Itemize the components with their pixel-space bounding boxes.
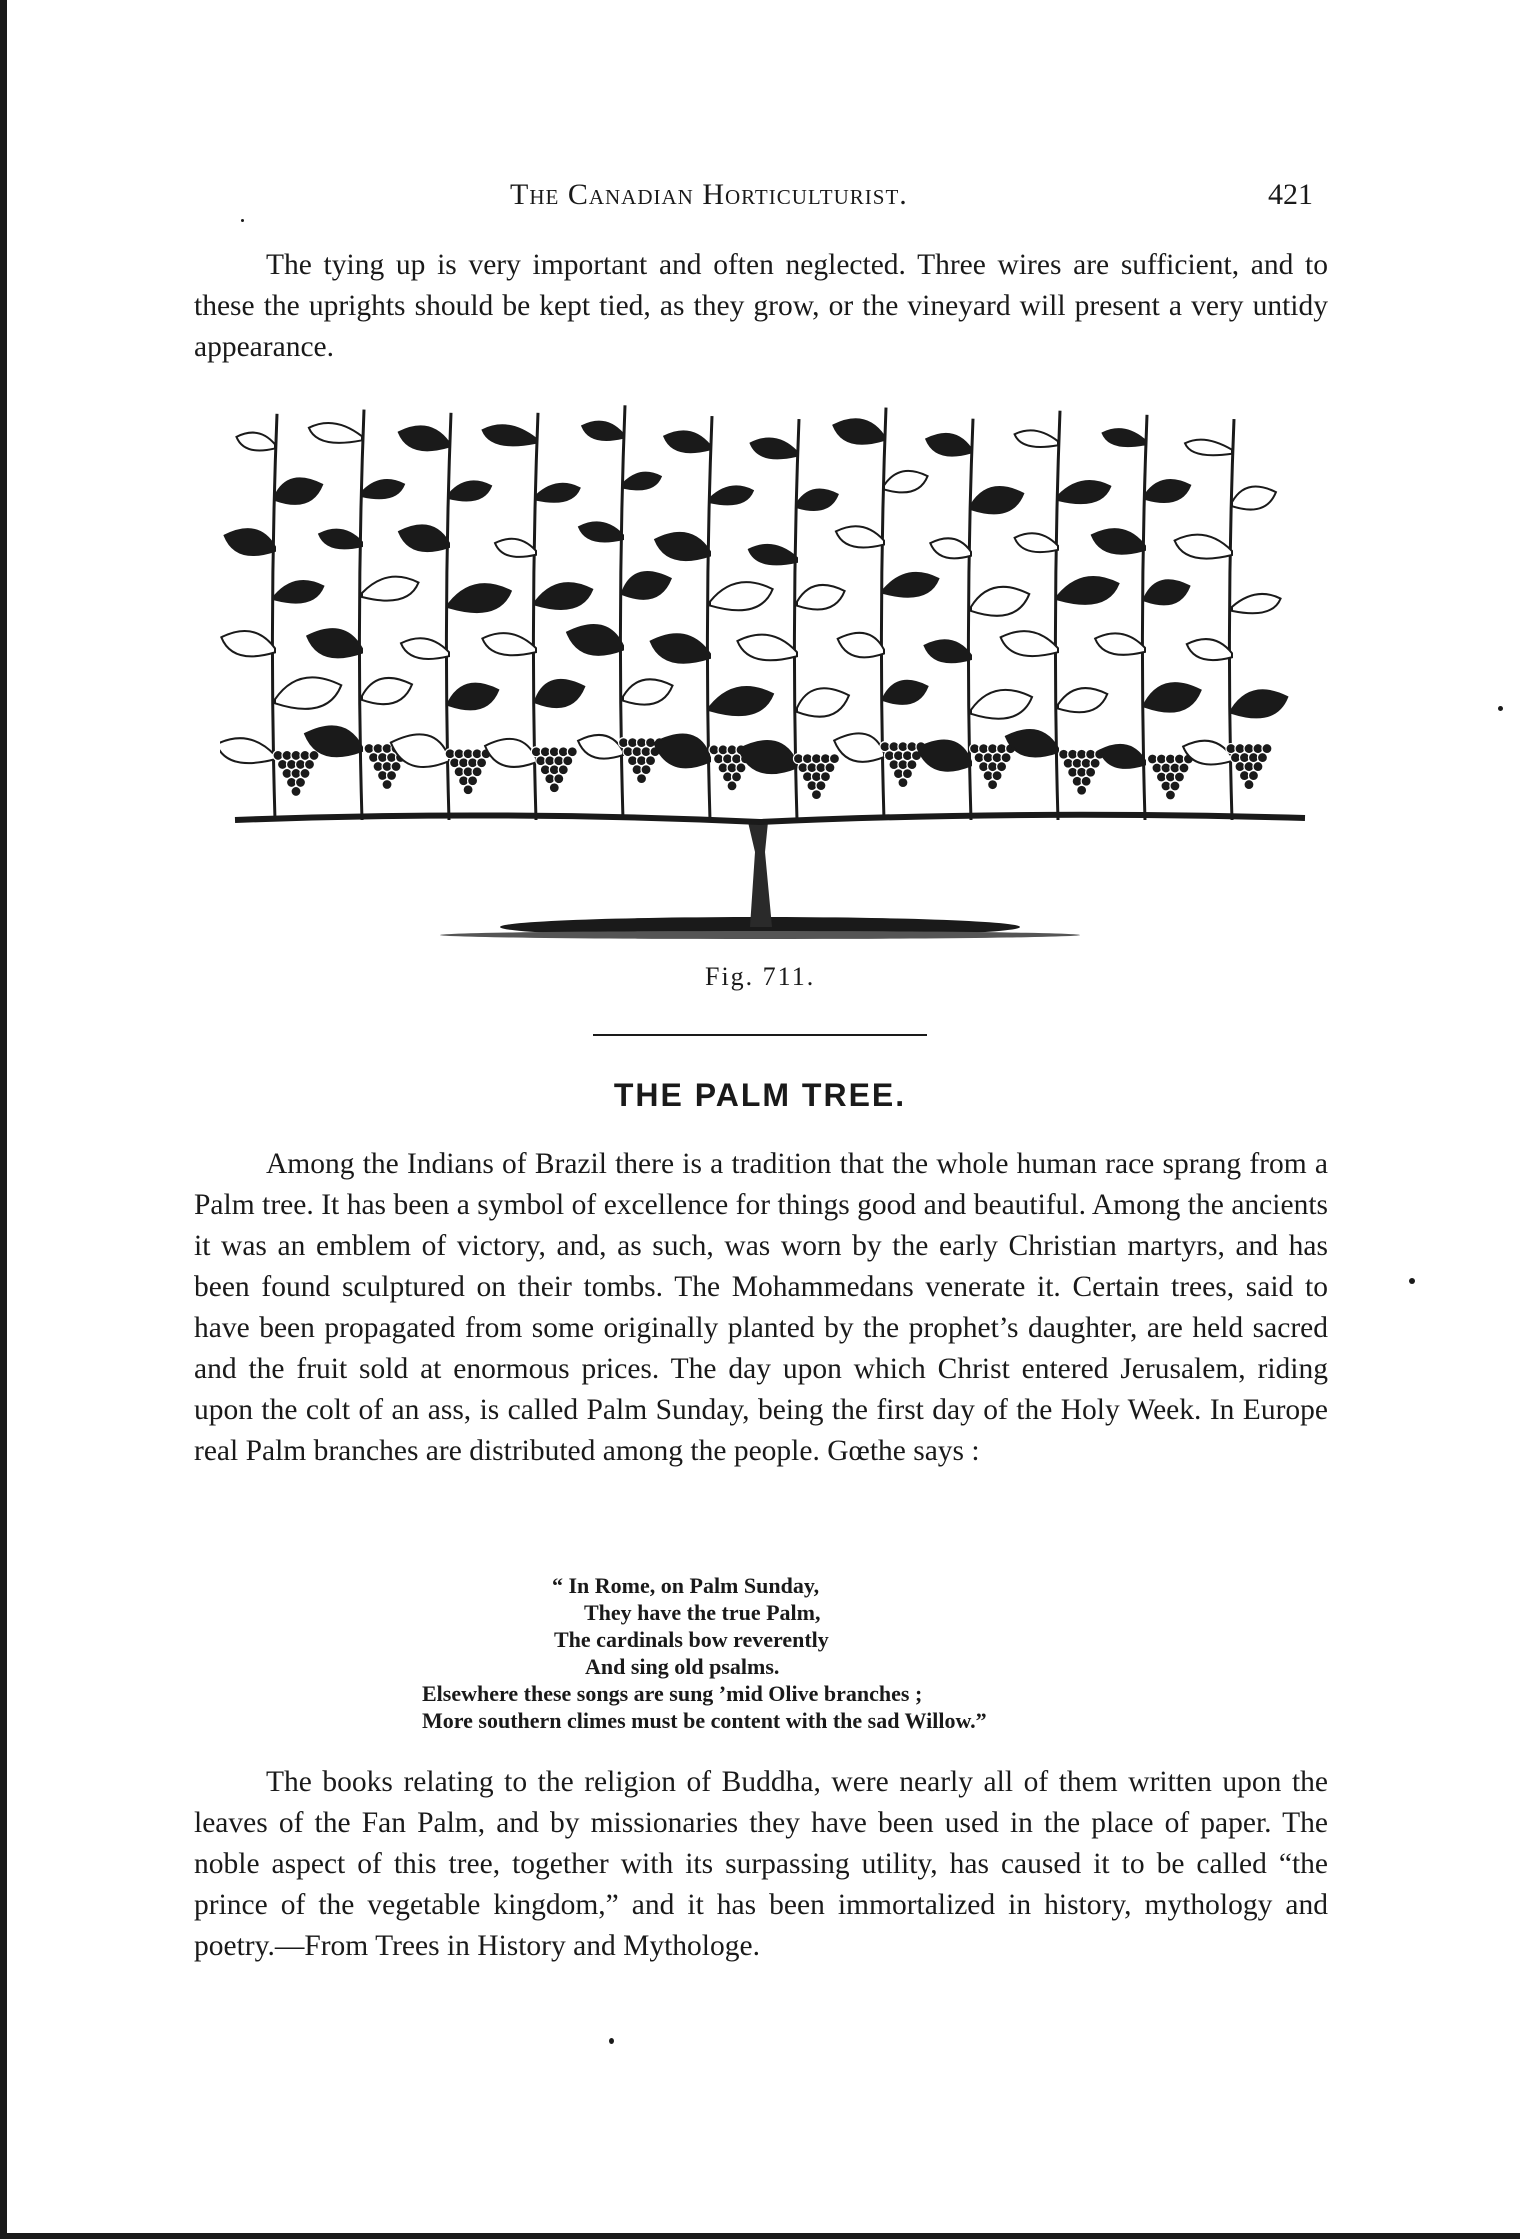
ink-speck xyxy=(1409,1278,1415,1284)
vine-leaf xyxy=(1058,481,1110,503)
vine-leaf xyxy=(838,633,884,658)
vine-leaf xyxy=(1092,529,1145,554)
ground-shadow-fade xyxy=(440,931,1080,939)
vine-leaf xyxy=(495,539,536,557)
grape xyxy=(988,780,998,790)
vine-leaf xyxy=(307,629,362,657)
vine-leaf xyxy=(536,583,592,609)
vine-leaf xyxy=(578,735,623,759)
vine-cane xyxy=(359,410,364,820)
vine-leaf xyxy=(623,473,661,490)
intro-paragraph xyxy=(194,245,1328,368)
vine-cane xyxy=(1055,411,1060,820)
page-number: 421 xyxy=(1268,178,1313,211)
grape xyxy=(637,774,647,784)
vine-leaf xyxy=(971,587,1029,616)
grape xyxy=(811,790,821,800)
ink-speck xyxy=(1498,706,1503,711)
intro-paragraph-text: The tying up is very important and often neglected. Three wires are sufficient, and to these the uprights should be kept tied, as they grow, or the vineyard will present a very untidy appearance. xyxy=(194,249,1328,363)
vine-leaf xyxy=(971,487,1023,513)
vine-leaf xyxy=(1187,639,1232,660)
vine-leaf xyxy=(834,733,884,761)
vine-leaf xyxy=(925,640,971,662)
vine-leaf xyxy=(623,679,673,704)
vine-leaf xyxy=(275,478,322,504)
vine-leaf xyxy=(751,439,797,459)
section-divider xyxy=(593,1034,927,1036)
section-title: THE PALM TREE. xyxy=(613,1077,907,1113)
vine-leaf xyxy=(1058,577,1118,604)
vine-leaf xyxy=(739,741,797,773)
vine-leaf xyxy=(710,582,773,610)
grape xyxy=(382,779,392,789)
vine-leaf xyxy=(1175,535,1232,559)
grape xyxy=(549,783,559,793)
ink-speck xyxy=(609,2038,614,2044)
vine-leaf xyxy=(482,633,536,655)
poem-line: “ In Rome, on Palm Sunday, xyxy=(552,1573,820,1598)
vine-leaf xyxy=(567,625,623,655)
vine-leaf xyxy=(884,681,927,704)
vine-leaf xyxy=(623,572,671,599)
ink-speck xyxy=(241,219,244,222)
grape xyxy=(898,778,908,788)
vine-leaf xyxy=(225,529,275,555)
running-title: The Canadian Horticulturist. xyxy=(510,178,908,211)
vine-leaf xyxy=(579,522,623,541)
vine-leaf xyxy=(930,538,971,558)
vine-leaf xyxy=(1058,688,1107,712)
vine-leaf xyxy=(1145,580,1189,604)
grape xyxy=(463,785,473,795)
page-bottom-edge xyxy=(0,2233,1520,2239)
poem-line: More southern climes must be content with the sad Willow.” xyxy=(422,1708,987,1733)
vine-leaf xyxy=(737,635,797,661)
poem-line: And sing old psalms. xyxy=(585,1654,780,1679)
vine-leaf xyxy=(1095,633,1145,654)
vine-leaf xyxy=(1232,487,1276,510)
vine-leaf xyxy=(836,526,884,547)
vine-leaf xyxy=(1185,440,1232,456)
vine-leaf xyxy=(1145,480,1190,502)
vine-leaf xyxy=(1145,683,1201,712)
vine-leaf xyxy=(971,690,1032,719)
vine-leaf xyxy=(1100,745,1145,768)
vine-leaf xyxy=(319,530,362,549)
grape xyxy=(1077,785,1087,795)
vine-leaf xyxy=(655,533,710,560)
vine-leaf xyxy=(918,741,971,771)
vine-leaf xyxy=(664,431,710,452)
vine-leaf xyxy=(654,734,710,767)
figure-caption: Fig. 711. xyxy=(705,962,816,991)
palm-paragraph-2 xyxy=(194,1762,1328,1967)
vine-leaf xyxy=(797,688,849,716)
vine-leaf xyxy=(362,480,404,498)
vine-leaf xyxy=(1001,631,1058,656)
vine-leaf xyxy=(449,684,498,710)
vine-leaf xyxy=(449,584,511,612)
poem-line: The cardinals bow reverently xyxy=(554,1627,829,1652)
vine-leaf xyxy=(236,433,275,451)
vine-leaf xyxy=(710,486,753,504)
vine-leaf xyxy=(483,425,536,445)
vine-leaf xyxy=(399,525,449,551)
palm-paragraph-1 xyxy=(194,1144,1328,1472)
vine-leaf xyxy=(1232,690,1287,717)
vine-leaf xyxy=(1232,594,1281,613)
grape xyxy=(727,781,737,791)
palm-paragraph-1-text: Among the Indians of Brazil there is a tradition that the whole human race sprang from a Palm tree. It has been a symbol of excellence for things good and beautiful. Among the ancients it was an emblem of victory, and, as such, was worn by the early Christian martyrs, and has been found sculptured on their tombs. The Mohammedans venerate it. Certain trees, said to have been propagated from some originally planted by the prophet’s daughter, are held sacred and the fruit sold at enormous prices. The day upon which Christ entered Jerusalem, riding upon the colt of an ass, is called Palm Sunday, being the first day of the Holy Week. In Europe real Palm branches are distributed among the people. Gœthe says : xyxy=(194,1148,1328,1467)
page-binding-edge xyxy=(0,0,7,2239)
vine-leaf xyxy=(926,434,971,456)
vine-leaf xyxy=(749,545,797,564)
vine-leaf xyxy=(833,419,884,443)
vine-leaf xyxy=(536,680,584,707)
vine-leaf xyxy=(401,638,449,659)
vine-leaf xyxy=(797,585,845,610)
vine-leaf xyxy=(884,573,938,597)
vine-trunk xyxy=(748,822,772,927)
vine-leaf xyxy=(399,426,449,450)
vine-leaf xyxy=(275,677,341,709)
poem-line: Elsewhere these songs are sung ’mid Olive branches ; xyxy=(422,1681,923,1706)
vine-leaf xyxy=(1015,430,1058,447)
vine-leaf xyxy=(884,471,928,493)
vine-leaf xyxy=(220,738,275,763)
vine-leaf xyxy=(275,581,323,603)
vine-leaf xyxy=(582,422,623,440)
grapevine-trellis-illustration xyxy=(220,382,1320,952)
vine-leaf xyxy=(485,739,536,767)
vine-leaf xyxy=(221,631,275,656)
vine-cane xyxy=(620,405,625,820)
goethe-poem xyxy=(422,1572,987,1734)
vine-leaf xyxy=(1015,533,1058,552)
vine-leaf xyxy=(362,577,419,601)
vine-leaf xyxy=(449,481,491,500)
vine-leaf xyxy=(1103,429,1145,446)
poem-line: They have the true Palm, xyxy=(584,1600,821,1625)
vine-leaf xyxy=(536,484,580,502)
grape xyxy=(1165,790,1175,800)
palm-paragraph-2-text: The books relating to the religion of Buddha, were nearly all of them written upon the leaves of the Fan Palm, and by missionaries they have been used in the place of paper. The noble aspect of this tree, together with its surpassing utility, has caused it to be called “the prince of the vegetable kingdom,” and it has been immortalized in history, mythology and poetry.—From Trees in History and Mythologe. xyxy=(194,1766,1328,1962)
vine-leaf xyxy=(362,678,412,704)
vine-group xyxy=(220,405,1305,939)
vine-leaf xyxy=(651,634,710,662)
vine-leaf xyxy=(309,423,362,443)
vine-leaf xyxy=(710,687,773,715)
vine-leaf xyxy=(797,490,838,510)
grape xyxy=(1244,780,1254,790)
grape xyxy=(291,786,301,796)
